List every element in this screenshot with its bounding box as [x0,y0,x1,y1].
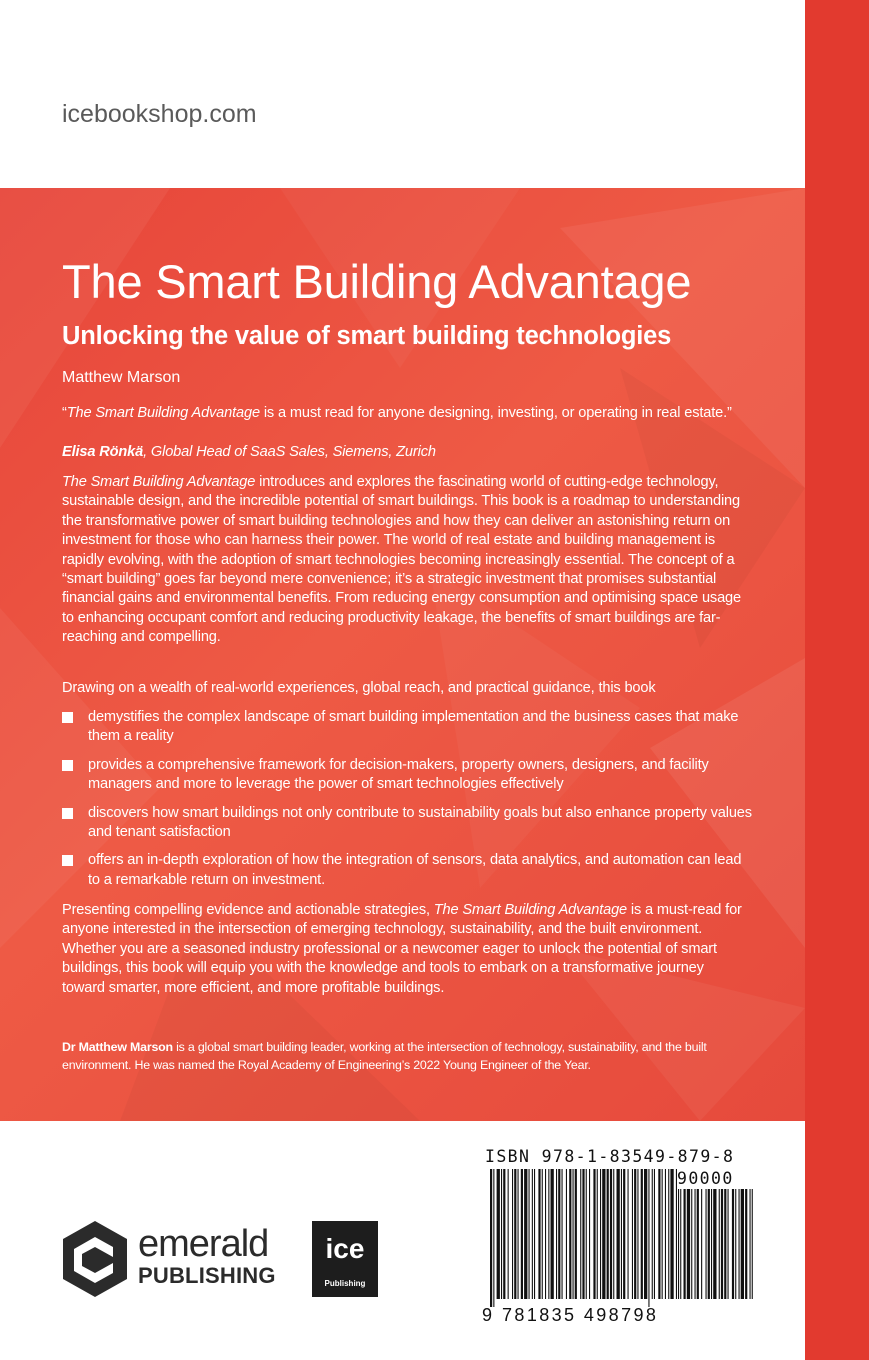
addon-barcode-bars-icon [678,1189,756,1307]
list-item: offers an in-depth exploration of how the integration of sensors, data analytics, and automation can lead to a remarkable return on investment. [62,851,752,890]
bullets-intro: Drawing on a wealth of real-world experiences, global reach, and practical guidance, this book [62,680,656,696]
emerald-publishing-text: PUBLISHING [138,1263,276,1288]
ice-logo-text: ice [325,1233,365,1264]
book-description: The Smart Building Advantage introduces and explores the fascinating world of cutting-edge technology, sustainable design, and the incredible potential of smart buildings. This book is a roadmap to understanding the transformative power of smart building technologies and how they can deliver an astonishing return on investment for those who can harness their power. The world of real estate and building management is rapidly evolving, with the adoption of smart technologies becoming increasingly essential. The concept of a “smart building” goes far beyond mere convenience; it’s a strategic investment that promises substantial financial gains and environmental benefits. From reducing energy consumption and optimising space usage to enhancing occupant comfort and reducing productivity leakage, the benefits of smart buildings are far-reaching and compelling. [62,474,741,646]
author-bio: Dr Matthew Marson is a global smart building leader, working at the intersection of technology, sustainability, and the built environment. He was named the Royal Academy of Engineering’s 2022 Young Engineer of the Year. [62,1040,707,1072]
checkbox-square-icon [62,808,73,819]
book-title: The Smart Building Advantage [62,255,692,308]
top-band [0,0,805,188]
barcode-bars-icon [490,1169,680,1307]
website-url[interactable]: icebookshop.com [62,100,257,128]
checkbox-square-icon [62,760,73,771]
bottom-band [0,1121,805,1360]
list-item: demystifies the complex landscape of smart building implementation and the business cases that make them a reality [62,708,752,747]
book-subtitle: Unlocking the value of smart building technologies [62,322,672,350]
checkbox-square-icon [62,712,73,723]
checkbox-square-icon [62,855,73,866]
endorsement-attribution: Elisa Rönkä, Global Head of SaaS Sales, Siemens, Zurich [62,444,436,460]
emerald-hexagon-icon [60,1219,130,1299]
list-item: provides a comprehensive framework for decision-makers, property owners, designers, and facility managers and more to leverage the power of smart technologies effectively [62,756,752,795]
list-item: discovers how smart buildings not only contribute to sustainability goals but also enhance property values and tenant satisfaction [62,804,752,843]
ice-logo [312,1221,378,1297]
isbn-text: ISBN 978-1-83549-879-8 [485,1147,735,1166]
red-panel [0,188,805,1121]
feature-list [62,708,752,899]
emerald-logo-text: emerald [138,1223,269,1265]
ice-publishing-text: Publishing [324,1279,366,1288]
endorsement-quote: “The Smart Building Advantage is a must read for anyone designing, investing, or operating in real estate.” [62,405,732,421]
closing-paragraph: Presenting compelling evidence and actionable strategies, The Smart Building Advantage is a must-read for anyone interested in the intersection of emerging technology, sustainability, and the built environment. Whether you are a seasoned industry professional or a newcomer eager to unlock the potential of smart buildings, this book will equip you with the knowledge and tools to embark on a transformative journey toward smarter, more efficient, and more profitable buildings. [62,902,742,996]
ean-first-digit: 9 [482,1305,493,1325]
spine-strip [805,0,869,1360]
price-code: 90000 [677,1169,734,1188]
ean-digits: 781835 498798 [502,1305,659,1325]
barcode [482,1143,760,1329]
author-name: Matthew Marson [62,369,181,386]
